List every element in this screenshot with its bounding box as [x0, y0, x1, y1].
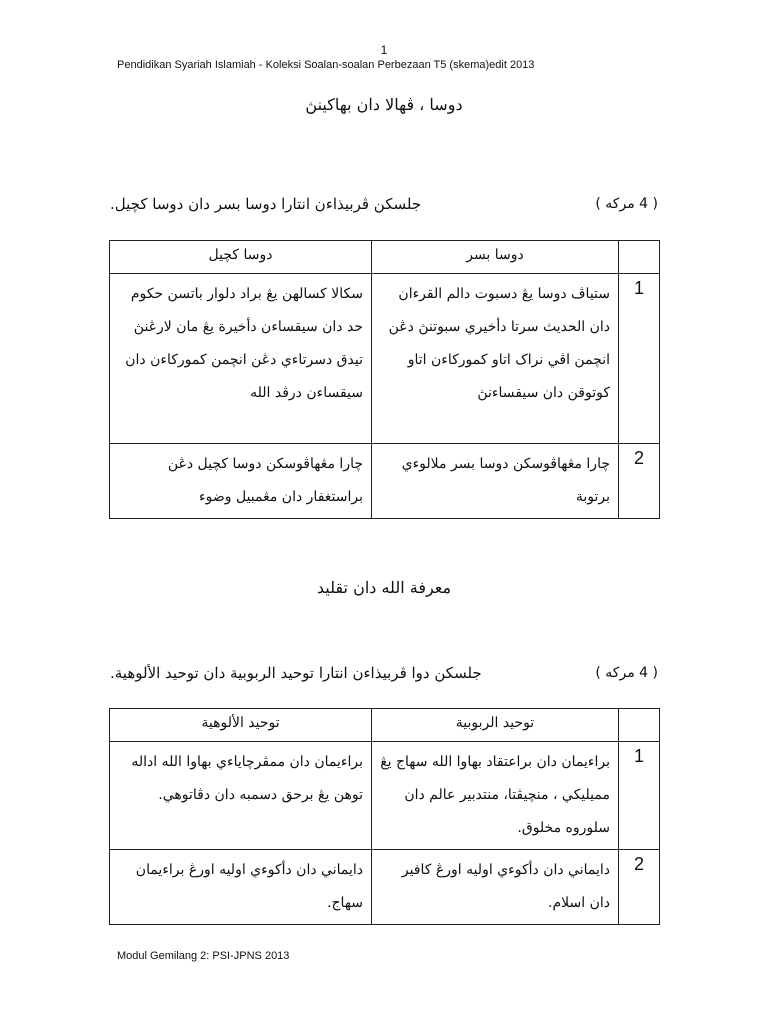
- cell-tauhid-rububiyyah: براءيمان دان براعتقاد بهاوا الله سهاج يڠ مميليکي ، منچيڤتا، منتدبير عالم دان سلوروه مخلوق.: [372, 742, 619, 850]
- table-row: [110, 274, 660, 444]
- section2-title: معرفة الله دان تقليد: [316, 578, 452, 597]
- cell-tauhid-rububiyyah: دايماني دان دأکوءي اوليه اورڠ کافير دان اسلام.: [372, 850, 619, 925]
- section2-marks: ( 4 مرکه ): [595, 665, 658, 681]
- document-header: Pendidikan Syariah Islamiah - Koleksi Soalan-soalan Perbezaan T5 (skema)edit 2013: [117, 59, 535, 71]
- header-dosa-besar: دوسا بسر: [372, 241, 619, 274]
- table-row: [110, 444, 660, 519]
- cell-dosa-besar: ستياڤ دوسا يڠ دسبوت دالم القرءان دان الحديث سرتا دأخيري سبوتنڽ دڠن انچمن اڤي نراک اتاو کمورکاءن اتاو کوتوقن دان سيقساءنڽ: [372, 274, 619, 444]
- table-header-row: [110, 241, 660, 274]
- row-number: 1: [619, 742, 660, 850]
- table-row: [110, 850, 660, 925]
- section2-question-text: جلسکن دوا ڤربيذاءن انتارا توحيد الربوبية دان توحيد الألوهية.: [110, 664, 482, 682]
- number-header: [619, 241, 660, 274]
- page-number: 1: [380, 43, 388, 57]
- number-header: [619, 709, 660, 742]
- section1-title: دوسا ، ڤهالا دان بهاکينڽ: [305, 95, 463, 114]
- section1-question: [110, 195, 658, 213]
- row-number: 2: [619, 444, 660, 519]
- section2-table: [109, 708, 660, 925]
- cell-dosa-kecil: سکالا کسالهن يڠ براد دلوار باتسن حکوم حد دان سيقساءن دأخيرة يڠ مان لارڠنڽ تيدق دسرتاءي دڠن انچمن کمورکاءن دان سيقساءن درڤد الله: [110, 274, 372, 444]
- cell-dosa-kecil: چارا مڠهاڤوسکن دوسا کچيل دڠن براستغفار دان مڠمبيل وضوء: [110, 444, 372, 519]
- section1-question-text: جلسکن ڤربيذاءن انتارا دوسا بسر دان دوسا کچيل.: [110, 195, 422, 213]
- section1-marks: ( 4 مرکه ): [595, 196, 658, 212]
- header-tauhid-rububiyyah: توحيد الربوبية: [372, 709, 619, 742]
- cell-dosa-besar: چارا مڠهاڤوسکن دوسا بسر ملالوءي برتوبة: [372, 444, 619, 519]
- section1-table: [109, 240, 660, 519]
- table-row: [110, 742, 660, 850]
- header-tauhid-uluhiyyah: توحيد الألوهية: [110, 709, 372, 742]
- row-number: 2: [619, 850, 660, 925]
- document-footer: Modul Gemilang 2: PSI-JPNS 2013: [117, 950, 290, 962]
- header-dosa-kecil: دوسا کچيل: [110, 241, 372, 274]
- row-number: 1: [619, 274, 660, 444]
- cell-tauhid-uluhiyyah: دايماني دان دأکوءي اوليه اورڠ براءيمان سهاج.: [110, 850, 372, 925]
- section2-question: [110, 664, 658, 682]
- table-header-row: [110, 709, 660, 742]
- cell-tauhid-uluhiyyah: براءيمان دان ممڤرچاياءي بهاوا الله اداله توهن يڠ برحق دسمبه دان دڤاتوهي.: [110, 742, 372, 850]
